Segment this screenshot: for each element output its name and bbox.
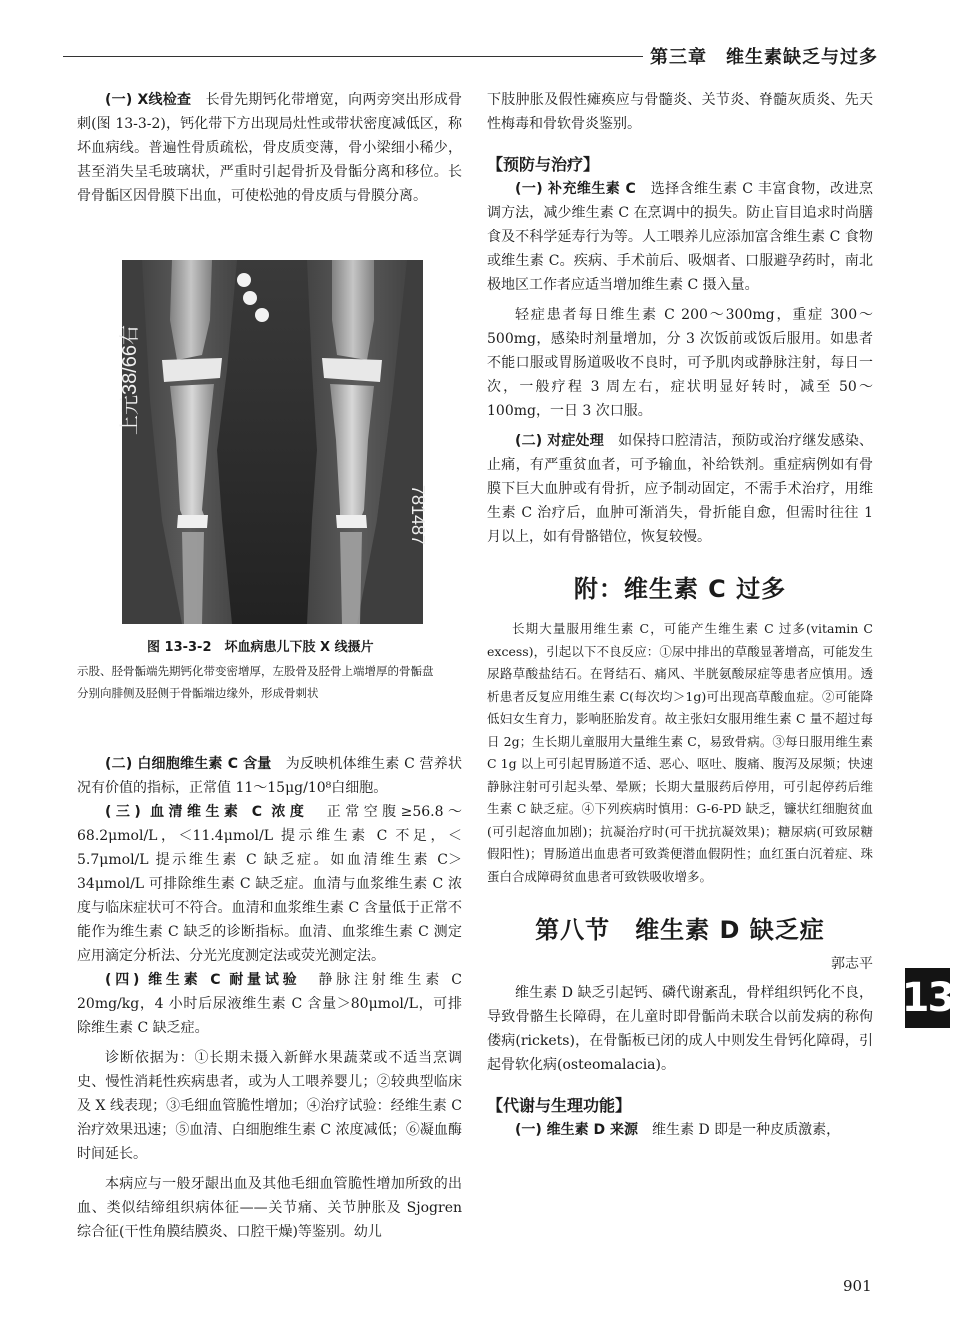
figure-caption-body: 示股、胫骨骺端先期钙化带变密增厚，左股骨及胫骨上端增厚的骨骺盘分别向腓侧及胫侧于骨骺端边缘外，形成骨刺状 bbox=[77, 664, 434, 700]
section-heading: 第八节 维生素 D 缺乏症 bbox=[535, 916, 825, 944]
vitamin-d-source-paragraph: (一) 维生素 D 来源 维生素 D 即是一种皮质激素， bbox=[515, 1122, 841, 1138]
xray-figure bbox=[119, 260, 428, 624]
serum-paragraph: (三) 血清维生素 C 浓度 正常空腹≥56.8～68.2μmol/L，＜11.4μmol/L 提示维生素 C 不足，＜5.7μmol/L 提示维生素 C 缺乏症。如血清维生素 C＞34μmol/L 可排除维生素 C 缺乏症。血清与血浆维生素 C 浓度与临床症状可不符合。血清和血浆维生素 C 含量低于正常不能作为维生素 C 缺乏的诊断指标。血清、血浆维生素 C 测定应用滴定分析法、分光光度测定法或荧光测定法。 bbox=[77, 804, 462, 964]
continuation-paragraph: 下肢肿胀及假性瘫痪应与骨髓炎、关节炎、脊髓灰质炎、先天性梅毒和骨软骨炎鉴别。 bbox=[487, 92, 873, 132]
appendix-heading: 附：维生素 C 过多 bbox=[573, 575, 787, 603]
vitamin-d-source-label: (一) 维生素 D 来源 bbox=[515, 1122, 639, 1138]
left-column-top bbox=[77, 88, 462, 208]
xray-label: (一) X线检查 bbox=[105, 92, 192, 108]
symptomatic-paragraph: (二) 对症处理 如保持口腔清洁，预防或治疗继发感染、止痛，有严重贫血者，可予输血，补给铁剂。重症病例如有骨膜下巨大血肿或有骨折，应予制动固定，不需手术治疗，用维生素 C 治疗后，血肿可渐消失，骨折能自愈，但需时往往 1 月以上，如有骨骼错位，恢复较慢。 bbox=[487, 433, 874, 545]
header-rule bbox=[63, 56, 643, 57]
xray-text: 长骨先期钙化带增宽，向两旁突出形成骨刺(图 13-3-2)，钙化带下方出现局灶性或带状密度减低区，称坏血病线。普遍性骨质疏松，骨皮质变薄，骨小梁细小稀少，甚至消失呈毛玻璃状，严重时引起骨折及骨骺分离和移位。长骨骨骺区因骨膜下出血，可使松弛的骨皮质与骨膜分离。 bbox=[77, 92, 463, 204]
tolerance-paragraph: (四) 维生素 C 耐量试验 静脉注射维生素 C 20mg/kg，4 小时后尿液维生素 C 含量＞80μmol/L，可排除维生素 C 缺乏症。 bbox=[77, 972, 462, 1036]
metabolism-heading: 【代谢与生理功能】 bbox=[487, 1096, 632, 1115]
author: 郭志平 bbox=[831, 956, 873, 972]
appendix-paragraph: 长期大量服用维生素 C，可能产生维生素 C 过多(vitamin C excess)，引起以下不良反应：①尿中排出的草酸显著增高，可能发生尿路草酸盐结石。在肾结石、痛风、半胱氨酸尿症等患者应慎用。透析患者反复应用维生素 C(每次均＞1g)可出现高草酸血症。②可能降低妇女生育力，影响胚胎发育。故主张妇女服用维生素 C 量不超过每日 2g；生长期儿童服用大量维生素 C，易致骨病。③每日服用维生素 C 1g 以上可引起胃肠道不适、恶心、呕吐、腹痛、腹泻及尿频；快速静脉注射可引起头晕、晕厥；长期大量服药后停用，可引起停药后维生素 C 缺乏症。④下列疾病时慎用：G-6-PD 缺乏，镰状红细胞贫血(可引起溶血加剧)；抗凝治疗时(可干扰抗凝效果)；糖尿病(可致尿糖假阳性)；胃肠道出血患者可致粪便潜血假阴性；血红蛋白沉着症、珠蛋白合成障碍贫血患者可致铁吸收增多。 bbox=[487, 621, 873, 884]
tolerance-label: (四) 维生素 C 耐量试验 bbox=[105, 972, 301, 988]
right-column bbox=[487, 88, 873, 1142]
dosage-paragraph: 轻症患者每日维生素 C 200～300mg，重症 300～500mg，感染时剂量增加，分 3 次饭前或饭后服用。如患者不能口服或胃肠道吸收不良时，可予肌肉或静脉注射，每日一次，一般疗程 3 周左右，症状明显好转时，减至 50～100mg，一日 3 次口服。 bbox=[487, 307, 873, 419]
left-column-bottom bbox=[77, 752, 462, 1244]
film-label-left: 上元38/66右 bbox=[119, 324, 141, 435]
film-label-right: 781487 bbox=[408, 485, 428, 546]
page-number: 901 bbox=[843, 1277, 872, 1295]
xray-paragraph bbox=[77, 88, 462, 208]
wbc-paragraph: (二) 白细胞维生素 C 含量 为反映机体维生素 C 营养状况有价值的指标，正常值 11～15μg/10⁸白细胞。 bbox=[77, 756, 462, 796]
differential-paragraph: 本病应与一般牙龈出血及其他毛细血管脆性增加所致的出血、类似结缔组织病体征——关节痛、关节肿胀及 Sjogren 综合征(干性角膜结膜炎、口腔干燥)等鉴别。幼儿 bbox=[77, 1176, 462, 1240]
prevention-heading: 【预防与治疗】 bbox=[487, 155, 600, 174]
diagnosis-paragraph: 诊断依据为：①长期未摄入新鲜水果蔬菜或不适当烹调史、慢性消耗性疾病患者，或为人工喂养婴儿；②较典型临床及 X 线表现；③毛细血管脆性增加；④治疗试验：经维生素 C 治疗效果迅速；⑤血清、白细胞维生素 C 浓度减低；⑥凝血酶时间延长。 bbox=[77, 1050, 462, 1162]
symptomatic-label: (二) 对症处理 bbox=[515, 433, 604, 449]
vitamin-d-intro: 维生素 D 缺乏引起钙、磷代谢紊乱，骨样组织钙化不良，导致骨骼生长障碍，在儿童时即骨骺尚未联合以前发病的称佝偻病(rickets)，在骨骺板已闭的成人中则发生骨钙化障碍，引起骨软化病(osteomalacia)。 bbox=[487, 985, 873, 1073]
supplement-paragraph: (一) 补充维生素 C 选择含维生素 C 丰富食物，改进烹调方法，减少维生素 C 在烹调中的损失。防止盲目追求时尚膳食及不科学延寿行为等。人工喂养儿应添加富含维生素 C 食物或维生素 C。疾病、手术前后、吸烟者、口服避孕药时，南北极地区工作者应适当增加维生素 C 摄入量。 bbox=[487, 181, 873, 293]
chapter-tab: 13 bbox=[905, 968, 950, 1028]
figure-caption-title: 图 13-3-2 坏血病患儿下肢 X 线摄片 bbox=[147, 640, 374, 655]
serum-label: (三) 血清维生素 C 浓度 bbox=[105, 804, 309, 820]
running-header: 第三章 维生素缺乏与过多 bbox=[650, 47, 878, 68]
wbc-label: (二) 白细胞维生素 C 含量 bbox=[105, 756, 272, 772]
supplement-label: (一) 补充维生素 C bbox=[515, 181, 636, 197]
xray-image bbox=[119, 260, 428, 624]
